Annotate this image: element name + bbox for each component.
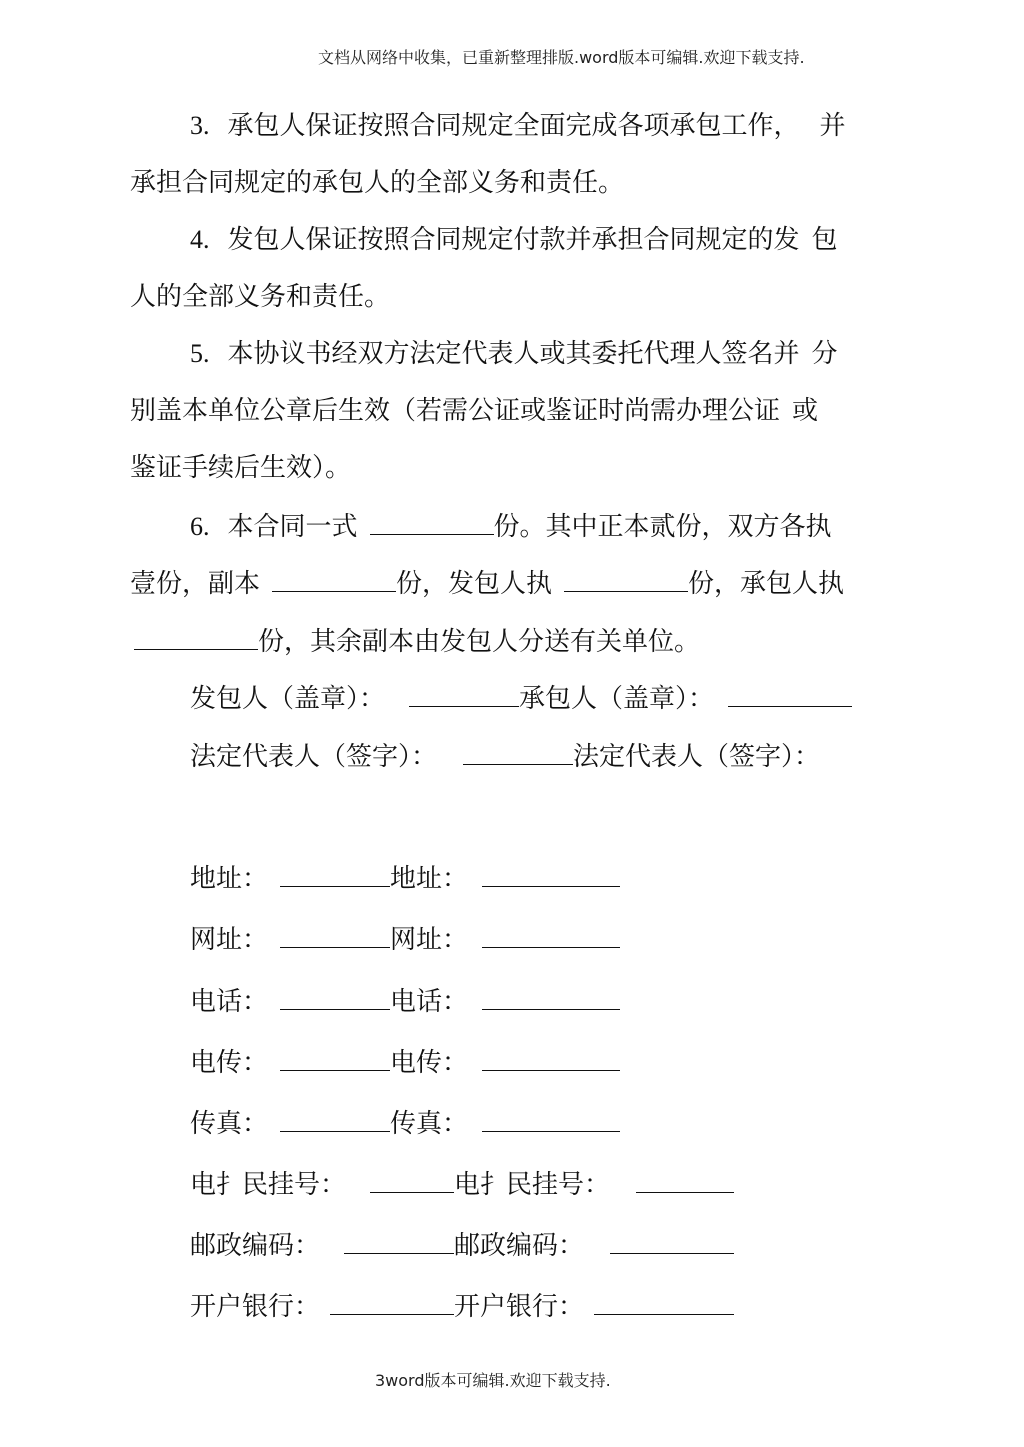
clause-3-text-end: 并: [819, 111, 846, 141]
copies-duplicate-blank[interactable]: [272, 567, 396, 592]
telex-blank-right[interactable]: [482, 1046, 620, 1071]
clause-6-text-a: 本合同一式: [227, 512, 358, 542]
website-label-right: 网址：: [390, 925, 469, 955]
clause-6-text-c: 壹份，副本: [130, 569, 261, 599]
fax-blank-left[interactable]: [280, 1107, 390, 1132]
address-blank-left[interactable]: [280, 862, 390, 887]
clause-5-text-2: 别盖本单位公章后生效（若需公证或鉴证时尚需办理公证: [130, 396, 781, 426]
postcode-row: [190, 1229, 734, 1262]
fax-label-left: 传真：: [190, 1109, 269, 1139]
phone-blank-left[interactable]: [280, 985, 390, 1010]
clause-4-line-2: 人的全部义务和责任。: [130, 282, 391, 312]
fax-label-right: 传真：: [390, 1109, 469, 1139]
clause-4-line-1: [190, 224, 838, 256]
page-header: 文档从网络中收集，已重新整理排版.word版本可编辑.欢迎下载支持.: [318, 48, 805, 67]
clause-3-number: 3.: [190, 111, 210, 140]
clause-6-text-f: 份，其余副本由发包人分送有关单位。: [258, 627, 701, 657]
telex-label-right: 电传：: [390, 1048, 469, 1078]
phone-label-left: 电话：: [190, 987, 269, 1017]
address-label-left: 地址：: [190, 864, 269, 894]
employer-rep-label: 法定代表人（签字）：: [190, 742, 438, 772]
clause-5-number: 5.: [190, 339, 210, 368]
contractor-rep-label: 法定代表人（签字）：: [573, 742, 821, 772]
contractor-seal-label: 承包人（盖章）：: [519, 684, 715, 714]
telex-row: [190, 1046, 620, 1079]
cable-label-right: 电扌民挂号：: [454, 1170, 611, 1200]
clause-6-text-d: 份，发包人执: [396, 569, 553, 599]
clause-4-text-end: 包: [811, 225, 838, 255]
phone-blank-right[interactable]: [482, 985, 620, 1010]
contractor-seal-blank[interactable]: [728, 682, 852, 707]
copies-employer-blank[interactable]: [564, 567, 688, 592]
clause-4-number: 4.: [190, 225, 210, 254]
bank-label-left: 开户银行：: [190, 1292, 321, 1322]
telex-label-left: 电传：: [190, 1048, 269, 1078]
copies-total-blank[interactable]: [370, 510, 494, 535]
clause-5-line-2: [130, 395, 818, 427]
phone-row: [190, 985, 620, 1018]
clause-3-text: 承包人保证按照合同规定全面完成各项承包工作，: [227, 111, 800, 141]
bank-label-right: 开户银行：: [454, 1292, 585, 1322]
postcode-blank-right[interactable]: [610, 1229, 734, 1254]
fax-blank-right[interactable]: [482, 1107, 620, 1132]
clause-5-text: 本协议书经双方法定代表人或其委托代理人签名并: [227, 339, 800, 369]
seal-row: [190, 682, 852, 715]
cable-blank-left[interactable]: [370, 1168, 454, 1193]
address-label-right: 地址：: [390, 864, 469, 894]
cable-label-left: 电扌民挂号：: [190, 1170, 347, 1200]
clause-6-text-b: 份。其中正本贰份，双方各执: [493, 512, 832, 542]
clause-5-text-2-end: 或: [792, 396, 819, 426]
representative-row: [190, 740, 820, 773]
clause-6-line-2: [130, 567, 844, 600]
phone-label-right: 电话：: [390, 987, 469, 1017]
cable-blank-right[interactable]: [636, 1168, 734, 1193]
website-blank-right[interactable]: [482, 923, 620, 948]
bank-blank-left[interactable]: [330, 1290, 454, 1315]
clause-6-number: 6.: [190, 512, 210, 541]
clause-3-line-1: [190, 110, 846, 142]
employer-seal-label: 发包人（盖章）：: [190, 684, 386, 714]
cable-row: [190, 1168, 734, 1201]
clause-3-line-2: 承担合同规定的承包人的全部义务和责任。: [130, 168, 625, 198]
postcode-label-left: 邮政编码：: [190, 1231, 321, 1261]
fax-row: [190, 1107, 620, 1140]
clause-6-line-3: [134, 625, 700, 658]
website-blank-left[interactable]: [280, 923, 390, 948]
clause-6-text-e: 份，承包人执: [688, 569, 845, 599]
bank-row: [190, 1290, 734, 1323]
employer-rep-blank[interactable]: [463, 740, 573, 765]
postcode-blank-left[interactable]: [344, 1229, 454, 1254]
postcode-label-right: 邮政编码：: [454, 1231, 585, 1261]
employer-seal-blank[interactable]: [409, 682, 519, 707]
clause-5-line-1: [190, 338, 838, 370]
telex-blank-left[interactable]: [280, 1046, 390, 1071]
copies-contractor-blank[interactable]: [134, 625, 258, 650]
address-blank-right[interactable]: [482, 862, 620, 887]
clause-4-text: 发包人保证按照合同规定付款并承担合同规定的发: [227, 225, 800, 255]
address-row: [190, 862, 620, 895]
page-footer: 3word版本可编辑.欢迎下载支持.: [375, 1371, 611, 1390]
bank-blank-right[interactable]: [594, 1290, 734, 1315]
clause-5-text-end: 分: [811, 339, 838, 369]
clause-6-line-1: [190, 510, 832, 543]
website-label-left: 网址：: [190, 925, 269, 955]
clause-5-line-3: 鉴证手续后生效）。: [130, 453, 352, 483]
website-row: [190, 923, 620, 956]
